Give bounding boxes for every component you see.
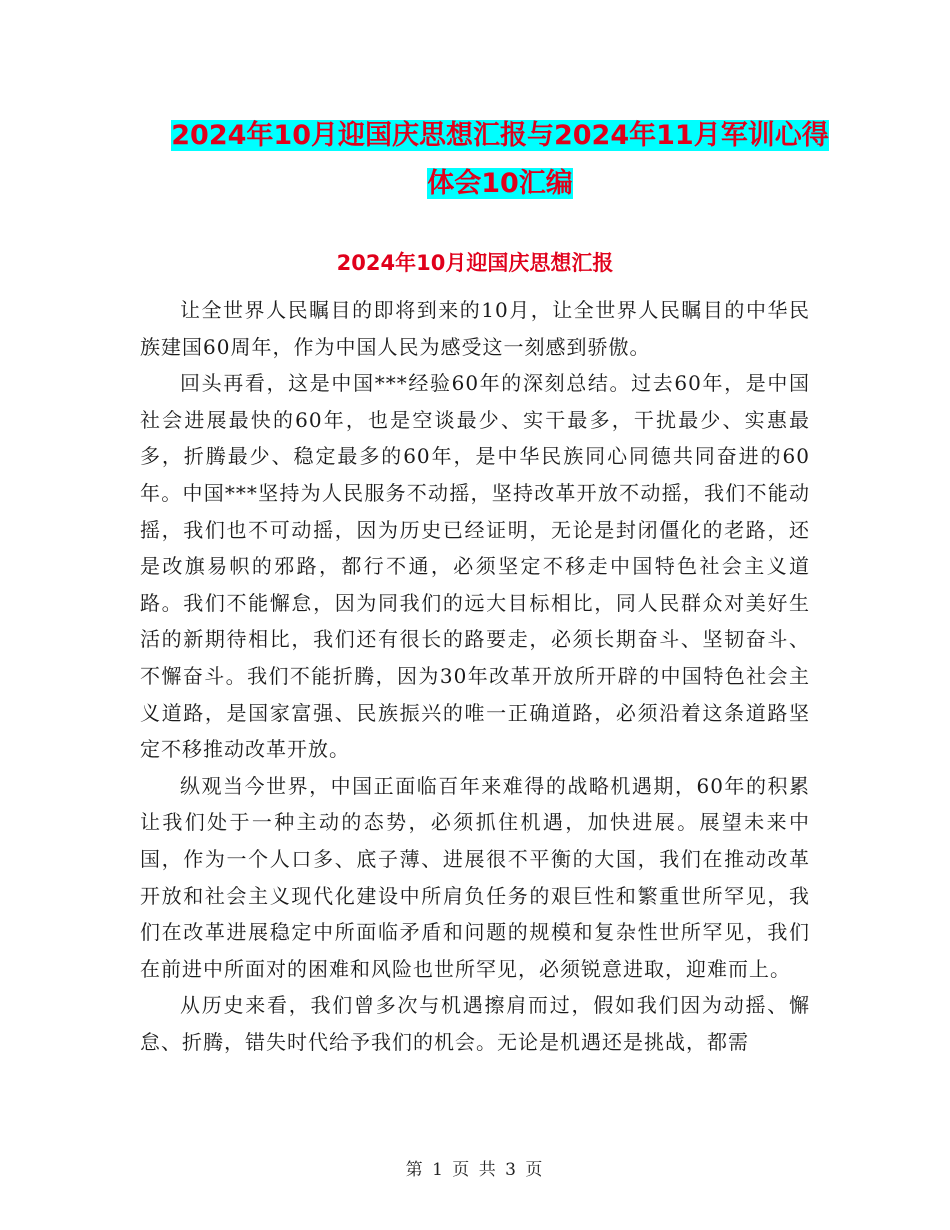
document-title-line2: 体会10汇编 [427, 168, 573, 199]
page-number-footer: 第 1 页 共 3 页 [405, 1160, 545, 1180]
paragraph-2: 回头再看，这是中国***经验60年的深刻总结。过去60年，是中国社会进展最快的60年，也是空谈最少、实干最多，干扰最少、实惠最多，折腾最少、稳定最多的60年，是中华民族同心同德共同奋进的60年。中国***坚持为人民服务不动摇，坚持改革开放不动摇，我们不能动摇，我们也不可动摇，因为历史已经证明，无论是封闭僵化的老路，还是改旗易帜的邪路，都行不通，必须坚定不移走中国特色社会主义道路。我们不能懈怠，因为同我们的远大目标相比，同人民群众对美好生活的新期待相比，我们还有很长的路要走，必须长期奋斗、坚韧奋斗、不懈奋斗。我们不能折腾，因为30年改革开放所开辟的中国特色社会主义道路，是国家富强、民族振兴的唯一正确道路，必须沿着这条道路坚定不移推动改革开放。 [140, 371, 810, 762]
body-text [140, 292, 810, 1060]
paragraph-1: 让全世界人民瞩目的即将到来的10月，让全世界人民瞩目的中华民族建国60周年，作为中国人民为感受这一刻感到骄傲。 [140, 298, 810, 359]
document-title-line1: 2024年10月迎国庆思想汇报与2024年11月军训心得 [171, 120, 829, 151]
document-title [140, 112, 860, 208]
section-heading: 2024年10月迎国庆思想汇报 [336, 251, 614, 275]
paragraph-3: 纵观当今世界，中国正面临百年来难得的战略机遇期，60年的积累让我们处于一种主动的态势，必须抓住机遇，加快进展。展望未来中国，作为一个人口多、底子薄、进展很不平衡的大国，我们在推动改革开放和社会主义现代化建设中所肩负任务的艰巨性和繁重世所罕见，我们在改革进展稳定中所面临矛盾和问题的规模和复杂性世所罕见，我们在前进中所面对的困难和风险也世所罕见，必须锐意进取，迎难而上。 [140, 773, 810, 981]
paragraph-4: 从历史来看，我们曾多次与机遇擦肩而过，假如我们因为动摇、懈怠、折腾，错失时代给予我们的机会。无论是机遇还是挑战，都需 [140, 993, 810, 1054]
